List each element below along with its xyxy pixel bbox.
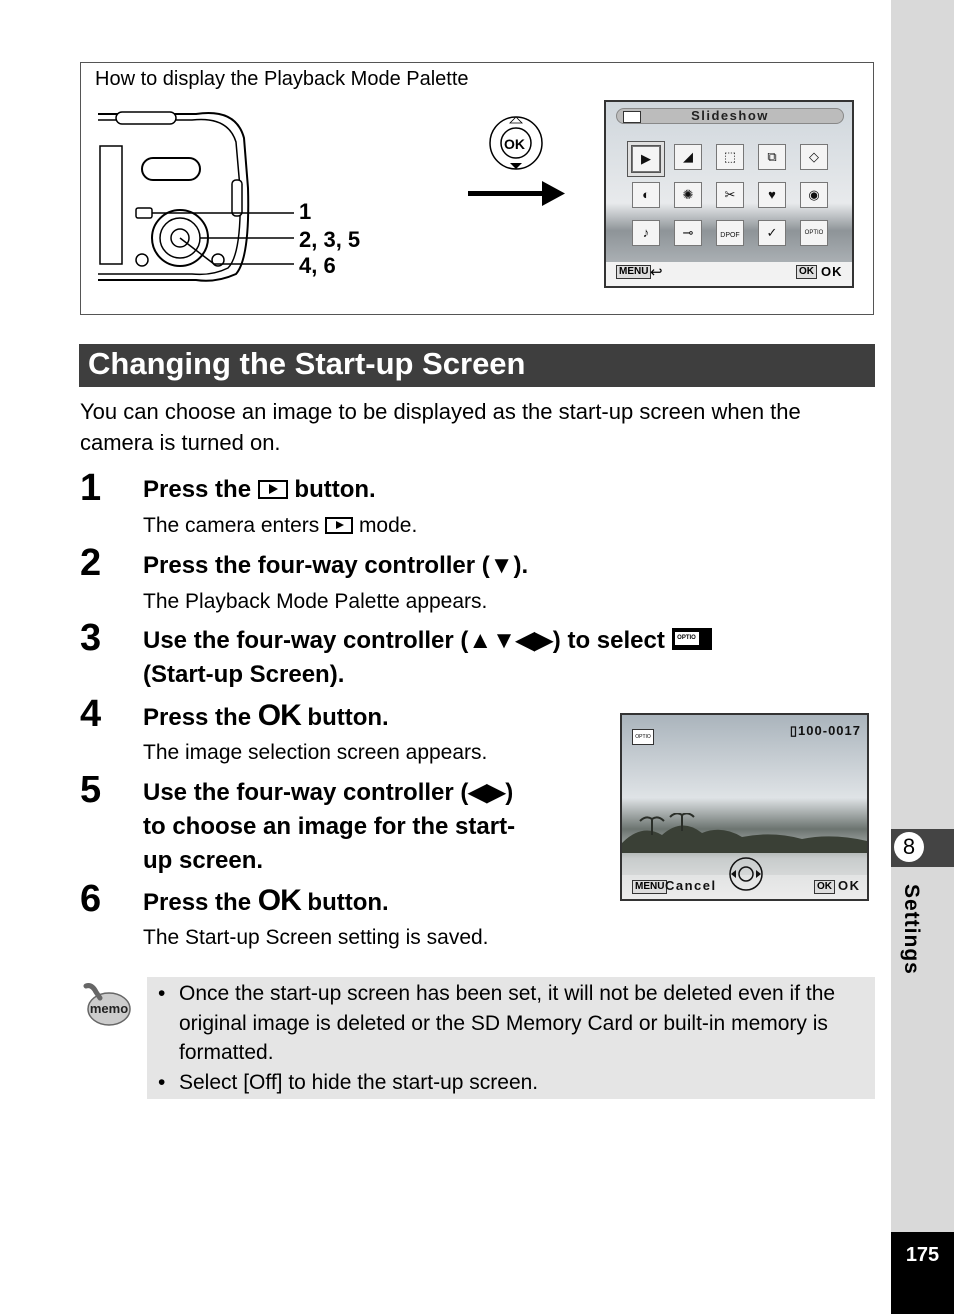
- section-title: Changing the Start-up Screen: [88, 346, 526, 381]
- palette-image-recovery-icon: ✂: [716, 182, 744, 208]
- menu-tag: MENU: [632, 880, 667, 894]
- palette-dpof-icon: DPOF: [716, 220, 744, 246]
- callout-2: 2, 3, 5: [299, 227, 361, 252]
- palette-menu-tag: MENU: [616, 265, 651, 279]
- step-6-number: 6: [80, 878, 102, 920]
- callout-3: 4, 6: [299, 253, 336, 278]
- palette-startup-screen-icon: OPTIO: [800, 220, 828, 246]
- palette-title: Slideshow: [691, 108, 769, 123]
- side-tab: [891, 0, 954, 1314]
- file-number: ▯100-0017: [789, 723, 861, 738]
- intro-paragraph: You can choose an image to be displayed as the start-up screen when the camera is turned on.: [80, 399, 801, 455]
- step-3-number: 3: [80, 617, 102, 659]
- palette-red-eye-icon: ◉: [800, 182, 828, 208]
- palette-rotate-icon: ◇: [800, 144, 828, 170]
- page-number: 175: [891, 1232, 954, 1314]
- memo-item: • Once the start-up screen has been set, it will not be deleted even if the original image is deleted or the SD Memory Card or built-in memory is formatted.: [158, 979, 870, 1068]
- step-4-title-post: button.: [307, 704, 389, 731]
- camera-back-illustration: [96, 108, 306, 283]
- callout-1: 1: [299, 199, 312, 224]
- ok-button-glyph: OK: [257, 884, 301, 917]
- image-selection-screen: [620, 713, 869, 901]
- step-4-title: [143, 699, 389, 735]
- step-4-title-pre: Press the: [143, 704, 252, 731]
- step-5-title-line2: to choose an image for the start-: [143, 813, 516, 840]
- palette-ok-text: OK: [821, 264, 843, 279]
- back-arrow-icon: ↩: [650, 264, 663, 281]
- ok-button-label: OK: [504, 136, 525, 152]
- palette-title-bar: [616, 108, 844, 124]
- chapter-label: Settings: [900, 884, 923, 975]
- step-2-number: 2: [80, 542, 102, 584]
- startup-screen-icon: [672, 628, 712, 650]
- step-1-desc-post: mode.: [358, 514, 418, 537]
- step-1-title-pre: Press the: [143, 476, 252, 503]
- step-2-desc: The Playback Mode Palette appears.: [143, 590, 488, 613]
- palette-digital-filter-icon: ◐: [632, 182, 660, 208]
- memo-item: • Select [Off] to hide the start-up screen.: [158, 1068, 870, 1098]
- step-1-number: 1: [80, 467, 102, 509]
- step-1-title-post: button.: [294, 476, 376, 503]
- playback-mode-icon: [325, 517, 353, 534]
- step-3-title-text: Use the four-way controller (▲▼◀▶) to select: [143, 627, 665, 654]
- step-6-title: [143, 884, 389, 920]
- file-number-text: 100-0017: [798, 723, 861, 738]
- four-way-controller-icon: [728, 856, 764, 892]
- step-6-desc: The Start-up Screen setting is saved.: [143, 926, 489, 949]
- palette-copy-icon: ⧉: [758, 144, 786, 170]
- ok-label: OK: [838, 878, 861, 893]
- palette-frame-icon: ♥: [758, 182, 786, 208]
- arrow-right-icon: [468, 178, 568, 210]
- beach-scene-image: [622, 813, 867, 853]
- step-6-title-post: button.: [307, 889, 389, 916]
- chapter-number: 8: [894, 832, 924, 862]
- step-2-title: Press the four-way controller (▼).: [143, 552, 529, 579]
- ok-tag: OK: [814, 880, 835, 894]
- palette-cropping-icon: ⬚: [716, 144, 744, 170]
- step-1-desc: [143, 513, 417, 539]
- ok-button-glyph: OK: [257, 699, 301, 732]
- memo-icon-label: memo: [89, 1001, 129, 1016]
- palette-resize-icon: ◢: [674, 144, 702, 170]
- figure-caption: How to display the Playback Mode Palette: [95, 68, 469, 90]
- step-5-title-line3: up screen.: [143, 847, 264, 874]
- step-1-desc-pre: The camera enters: [143, 514, 320, 537]
- step-3-title-line1: [143, 624, 712, 658]
- step-1-title: [143, 473, 376, 507]
- memo-list: [158, 979, 870, 1097]
- memo-icon: [82, 982, 132, 1028]
- palette-ok-tag: OK: [796, 265, 817, 279]
- step-3-title-line2: (Start-up Screen).: [143, 661, 345, 688]
- palette-protect-icon: ⊸: [674, 220, 702, 246]
- playback-mode-palette: [604, 100, 854, 288]
- step-5-number: 5: [80, 769, 102, 811]
- palette-slideshow-icon: ▶: [632, 146, 660, 172]
- palette-brightness-icon: ✺: [674, 182, 702, 208]
- step-4-number: 4: [80, 693, 102, 735]
- step-6-title-pre: Press the: [143, 889, 252, 916]
- cancel-label: Cancel: [665, 878, 717, 893]
- step-5-title-line1: Use the four-way controller (◀▶): [143, 779, 514, 806]
- playback-button-icon: [258, 480, 288, 499]
- step-4-desc: The image selection screen appears.: [143, 741, 488, 764]
- startup-screen-icon: OPTIO: [632, 729, 654, 745]
- palette-voice-memo-icon: ♪: [632, 220, 660, 246]
- palette-delete-icon: ✓: [758, 220, 786, 246]
